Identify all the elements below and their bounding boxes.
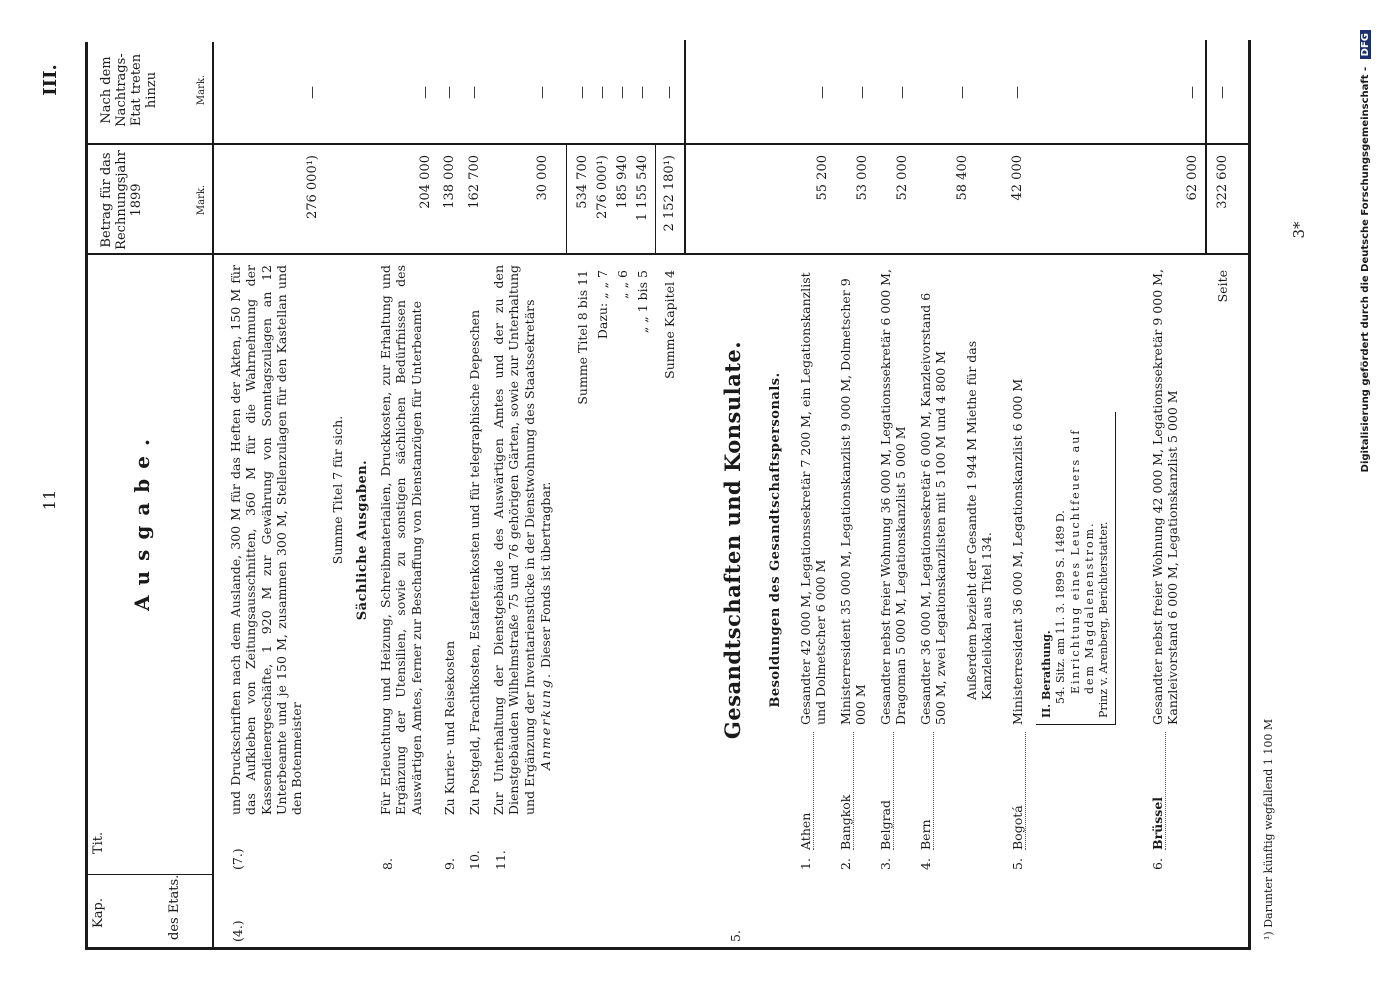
- digitization-note: [1360, 30, 1371, 750]
- seite-top-rule: [1205, 40, 1207, 255]
- page-number-right: III.: [40, 64, 61, 96]
- g-row3-place: Belgrad: [878, 732, 894, 850]
- row10-nachtrag: —: [467, 86, 482, 99]
- header-kap: Kap.: [91, 898, 106, 928]
- gesandtschaften-subheading: Besoldungen des Gesandtschaftspersonals.: [768, 372, 783, 708]
- kap-tit-header-rule: [85, 874, 212, 875]
- g-row5-text: Ministerresident 36 000 M, Legationskanzlist 6 000 M: [1010, 378, 1025, 725]
- g-row6-amount: 62 000: [1185, 155, 1200, 201]
- header-rule: [212, 42, 214, 950]
- sum-row-3-amount: 185 940: [615, 155, 630, 209]
- sum-row-1-label: Summe Titel 8 bis 11: [575, 270, 590, 405]
- row9-nachtrag: —: [442, 86, 457, 99]
- row11-tit: 11.: [493, 850, 508, 870]
- sum-row-4-amount: 1 155 540: [635, 155, 650, 222]
- cont-text: und Druckschriften nach dem Auslande, 300 M für das Heften der Akten, 150 M für das Aufkleben von Zeitungsausschnitten, 360 M für die Wahrnehmung der Kassendienergeschäfte, 1 920 M zur Gewährung von Sonntagszulagen an 12 Unterbeamte und je 150 M, zusammen 300 M, Stellenzulagen für den Kastellan und den Botenmeister: [228, 265, 304, 815]
- header-betrag: Betrag für das Rechnungsjahr 1899: [99, 150, 144, 250]
- table-top-rule: [85, 42, 88, 950]
- header-des-etats: des Etats.: [167, 874, 182, 940]
- g-row3-tit: 3.: [878, 858, 893, 870]
- cont-sum: Summe Titel 7 für sich.: [330, 415, 345, 565]
- g-row4-amount: 58 400: [955, 155, 970, 201]
- g-row5-place: Bogotá: [1010, 732, 1026, 850]
- g-row1-place: Athen: [798, 732, 814, 850]
- sum-row-3-label: „ „ 6: [615, 270, 630, 299]
- g-row3-text: Gesandter nebst freier Wohnung 36 000 M, Legationssekretär 6 000 M, Dragoman 5 000 M, Legationskanzlist 5 000 M: [878, 269, 909, 725]
- digitization-text: Digitalisierung gefördert durch die Deutsche Forschungsgemeinschaft -: [1360, 66, 1371, 473]
- betrag-column-rule: [85, 253, 1250, 255]
- row11-note-text: Dieser Fonds ist übertragbar.: [538, 481, 553, 669]
- beratung-line3: Prinz v. Arenberg, Berichterstatter.: [1097, 521, 1111, 718]
- g-row6-tit: 6.: [1150, 858, 1165, 870]
- saechliche-heading: Sächliche Ausgaben.: [355, 459, 370, 621]
- row10-amount: 162 700: [467, 155, 482, 209]
- cont-amount: 276 000¹): [305, 155, 320, 220]
- cont-kap: (4.): [230, 920, 245, 942]
- row11-note-label: Anmerkung.: [538, 672, 553, 770]
- footer-mark: 3*: [1290, 221, 1308, 239]
- g-row4-tit: 4.: [918, 858, 933, 870]
- sum-row-2-amount: 276 000¹): [595, 155, 610, 220]
- sum-row-2-label: Dazu: „ „ 7: [595, 270, 610, 340]
- header-betrag-unit: Mark.: [196, 184, 207, 216]
- g-row1-amount: 55 200: [815, 155, 830, 201]
- row11-nachtrag: —: [535, 86, 550, 99]
- seite-nachtrag: —: [1215, 86, 1230, 99]
- kapitel-sum-nachtrag: —: [662, 86, 677, 99]
- g-row4-note: Außerdem bezieht der Gesandte 1 944 M Miethe für das Kanzleilokal aus Titel 134.: [964, 340, 995, 700]
- row9-amount: 138 000: [442, 155, 457, 209]
- row9-tit: 9.: [442, 858, 457, 870]
- g-row3-nachtrag: —: [895, 86, 910, 99]
- g-row4-text: Gesandter 36 000 M, Legationssekretär 6 000 M, Kanzleivorstand 6 500 M, zwei Legationskanzlisten mit 5 100 M und 4 800 M: [918, 292, 949, 725]
- nachtrag-column-rule: [85, 143, 1250, 145]
- sum-rule: [566, 145, 567, 255]
- row10-tit: 10.: [467, 850, 482, 870]
- row9-text: Zu Kurier- und Reisekosten: [442, 640, 457, 815]
- footnote: ¹) Darunter künftig wegfallend 1 100 M: [1262, 718, 1275, 940]
- beratung-line1: 54. Sitz. am 11. 3. 1899 S. 1489 D.: [1054, 510, 1068, 704]
- table-bottom-rule: [1248, 40, 1251, 950]
- kapitel-double-rule: [684, 40, 686, 255]
- row11-text: Zur Unterhaltung der Dienstgebäude des Auswärtigen Amtes und der zu den Dienstgebäuden Wilhelmstraße 75 und 76 gehörigen Gärten, sowie zur Unterhaltung und Ergänzung der Inventarienstücke in der Dienstwohnung des Staatssekretärs: [491, 265, 537, 815]
- g-row1-tit: 1.: [798, 858, 813, 870]
- beratung-stamp: [1036, 412, 1116, 725]
- g-row2-amount: 53 000: [855, 155, 870, 201]
- cont-tit: (7.): [230, 848, 245, 870]
- kapitel-sum-label: Summe Kapitel 4: [662, 270, 677, 379]
- header-nachtrag: Nach dem Nachtrags-Etat treten hinzu: [99, 53, 159, 127]
- seite-label: Seite: [1215, 270, 1230, 303]
- g-row6-nachtrag: —: [1185, 86, 1200, 99]
- row8-text: Für Erleuchtung und Heizung, Schreibmaterialien, Druckkosten, zur Erhaltung und Ergänzung der Utensilien, sowie zu sonstigen sächlichen Bedürfnissen des Auswärtigen Amtes, ferner zur Beschaffung von Dienstanzügen für Unterbeamte: [378, 265, 424, 815]
- g-row4-nachtrag: —: [955, 86, 970, 99]
- g-row2-place: Bangkok: [838, 732, 854, 850]
- sum-row-3-nachtrag: —: [615, 86, 630, 99]
- g-row5-tit: 5.: [1010, 858, 1025, 870]
- row11-note: [538, 270, 553, 770]
- sum-row-1-amount: 534 700: [575, 155, 590, 209]
- row8-amount: 204 000: [418, 155, 433, 209]
- dfg-logo: DFG: [1360, 30, 1371, 59]
- g-row2-text: Ministerresident 35 000 M, Legationskanzlist 9 000 M, Dolmetscher 9 000 M: [838, 278, 869, 725]
- beratung-label: II. Berathung.: [1040, 630, 1053, 718]
- g-row6-text: Gesandter nebst freier Wohnung 42 000 M, Legationssekretär 9 000 M, Kanzleivorstand 6 000 M, Legationskanzlist 5 000 M: [1150, 269, 1181, 725]
- row8-tit: 8.: [380, 858, 395, 870]
- g-row1-text: Gesandter 42 000 M, Legationssekretär 7 200 M, ein Legationskanzlist und Dolmetscher 6 000 M: [798, 272, 829, 725]
- header-tit: Tit.: [91, 831, 106, 855]
- sum-row-1-nachtrag: —: [575, 86, 590, 99]
- kapitel-sum-amount: 2 152 180¹): [662, 155, 677, 232]
- table-title: Ausgabe.: [130, 429, 154, 611]
- row8-nachtrag: —: [418, 86, 433, 99]
- g-row6-place: Brüssel: [1150, 732, 1166, 850]
- page-number-left: 11: [40, 489, 59, 511]
- g-row5-amount: 42 000: [1010, 155, 1025, 201]
- g-row1-nachtrag: —: [815, 86, 830, 99]
- header-nachtrag-unit: Mark.: [196, 74, 207, 106]
- beratung-line2: Einrichtung eines Leuchtfeuers auf dem Magdalenenstrom.: [1068, 428, 1096, 694]
- seite-amount: 322 600: [1215, 155, 1230, 209]
- row10-text: Zu Postgeld, Frachtkosten, Estafettenkosten und für telegraphische Depeschen: [467, 309, 482, 815]
- g-row3-amount: 52 000: [895, 155, 910, 201]
- table-left-rule: [85, 947, 1250, 950]
- g-row4-place: Bern: [918, 732, 934, 850]
- g-row2-tit: 2.: [838, 858, 853, 870]
- kapitel-rule: [655, 145, 656, 255]
- sum-row-4-label: „ „ 1 bis 5: [635, 270, 650, 334]
- g-row5-nachtrag: —: [1010, 86, 1025, 99]
- gesandtschaften-heading: Gesandtschaften und Konsulate.: [720, 340, 745, 740]
- kap5-number: 5.: [728, 930, 743, 942]
- g-row2-nachtrag: —: [855, 86, 870, 99]
- sum-row-4-nachtrag: —: [635, 86, 650, 99]
- sum-row-2-nachtrag: —: [595, 86, 610, 99]
- cont-nachtrag: —: [305, 86, 320, 99]
- row11-amount: 30 000: [535, 155, 550, 201]
